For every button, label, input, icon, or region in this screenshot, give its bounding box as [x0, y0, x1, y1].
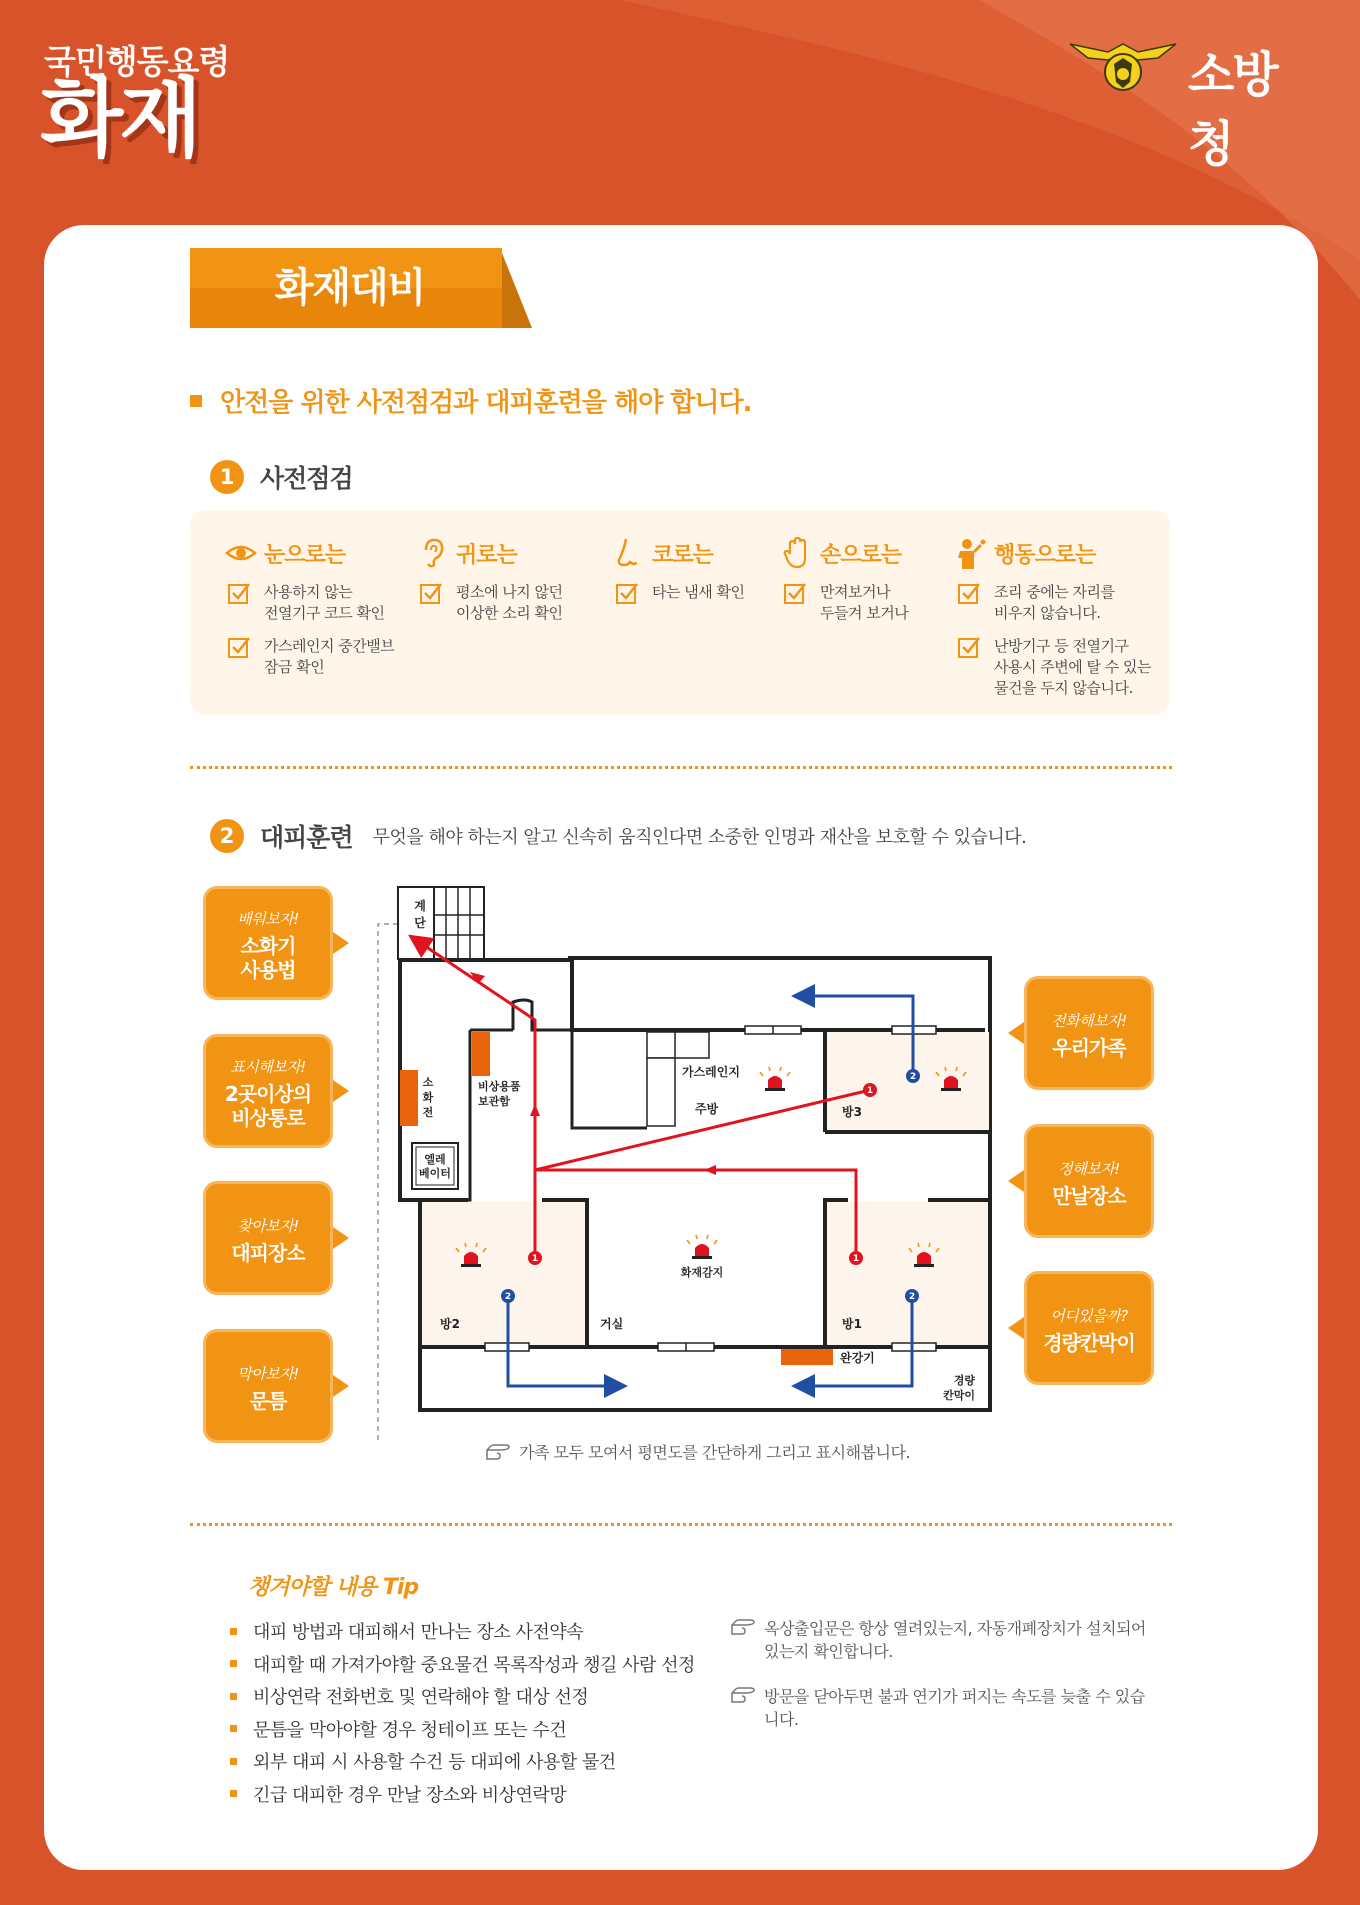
tip-pill-label: 우리가족 — [1052, 1036, 1126, 1060]
check-column-label: 손으로는 — [820, 542, 902, 568]
living-room-label: 거실 — [600, 1317, 624, 1331]
check-item-text: 만져보거나 두들겨 보거나 — [820, 583, 909, 622]
list-item — [230, 1745, 695, 1778]
check-item-text: 가스레인지 중간밸브 잠금 확인 — [264, 637, 395, 676]
agency-logo — [1068, 34, 1320, 172]
bullet-square — [190, 395, 202, 407]
tip-text: 외부 대피 시 사용할 수건 등 대피에 사용할 물건 — [253, 1752, 616, 1774]
headline-text: 안전을 위한 사전점검과 대피훈련을 해야 합니다. — [220, 388, 752, 418]
nose-icon — [612, 536, 646, 570]
marker-2: 2 — [909, 1072, 917, 1082]
check-item — [224, 582, 394, 624]
gas-stove-label: 가스레인지 — [682, 1065, 740, 1079]
tip-text: 비상연락 전화번호 및 연락해야 할 대상 선정 — [253, 1687, 589, 1709]
descender-label: 완강기 — [840, 1351, 875, 1365]
checkbox-icon — [228, 582, 250, 604]
agency-name: 소방청 — [1188, 47, 1277, 172]
step2-number: 2 — [210, 819, 244, 853]
precheck-panel — [190, 510, 1170, 715]
check-item-text: 평소에 나지 않던 이상한 소리 확인 — [456, 583, 563, 622]
tip-pill-door-gap — [203, 1329, 333, 1443]
hydrant-label: 소 화 전 — [422, 1076, 434, 1119]
floorplan-caption-text: 가족 모두 모여서 평면도를 간단하게 그리고 표시해봅니다. — [519, 1443, 911, 1462]
section-divider — [190, 766, 1172, 769]
tip-pill-action: 전화해보자! — [1051, 1012, 1127, 1030]
check-item-text: 타는 냄새 확인 — [652, 583, 745, 601]
pointing-hand-icon — [485, 1442, 511, 1462]
tip-notes — [730, 1617, 1150, 1753]
check-item-text: 조리 중에는 자리를 비우지 않습니다. — [994, 583, 1115, 622]
ear-icon — [416, 536, 450, 570]
page-title: 화재 — [40, 69, 199, 169]
marker-1: 1 — [531, 1254, 539, 1264]
emergency-kit-label: 비상용품 보관함 — [478, 1080, 521, 1108]
check-column-nose — [612, 536, 744, 604]
tip-pill-label: 만날장소 — [1052, 1184, 1126, 1208]
headline — [190, 382, 751, 419]
room2-label: 방2 — [440, 1317, 460, 1331]
check-item — [612, 582, 744, 604]
step1-title: 사전점검 — [260, 464, 353, 493]
pointing-hand-icon — [730, 1685, 756, 1705]
tip-pill-label: 소화기 사용법 — [240, 934, 296, 982]
room1-label: 방1 — [842, 1317, 862, 1331]
list-item — [230, 1713, 695, 1746]
marker-2: 2 — [504, 1292, 512, 1302]
check-column-label: 행동으로는 — [994, 542, 1096, 568]
check-item — [780, 582, 908, 624]
check-item-text: 난방기구 등 전열기구 사용시 주변에 탈 수 있는 물건을 두지 않습니다. — [994, 637, 1151, 697]
marker-2: 2 — [908, 1292, 916, 1302]
tip-text: 대피할 때 가져가야할 중요물건 목록작성과 챙길 사람 선정 — [253, 1654, 695, 1676]
note-item — [730, 1685, 1150, 1731]
check-column-hands — [780, 536, 908, 624]
partition-label: 경량 칸막이 — [943, 1374, 975, 1402]
tip-pill-meeting-place — [1024, 1124, 1154, 1238]
emblem-icon — [1068, 34, 1178, 96]
tip-pill-partition — [1024, 1271, 1154, 1385]
tip-pill-label: 대피장소 — [231, 1241, 305, 1265]
note-text: 옥상출입문은 항상 열려있는지, 자동개폐장치가 설치되어 있는지 확인합니다. — [764, 1619, 1146, 1661]
check-column-label: 눈으로는 — [264, 542, 346, 568]
list-item — [230, 1778, 695, 1811]
check-item — [954, 582, 1151, 624]
check-column-ears — [416, 536, 562, 624]
evacuation-floorplan — [360, 880, 1020, 1440]
hand-icon — [780, 536, 814, 570]
tip-pill-action: 어디있을까? — [1050, 1307, 1128, 1325]
marker-1: 1 — [866, 1086, 874, 1096]
check-column-eyes — [224, 536, 394, 678]
check-item — [416, 582, 562, 624]
check-column-label: 코로는 — [652, 542, 713, 568]
tip-text: 긴급 대피한 경우 만날 장소와 비상연락망 — [253, 1784, 567, 1806]
eye-icon — [224, 536, 258, 570]
elevator-label: 엘레 베이터 — [419, 1153, 451, 1180]
tip-pill-shelter — [203, 1181, 333, 1295]
person-icon — [954, 536, 988, 570]
tip-pill-action: 찾아보자! — [237, 1217, 299, 1235]
tip-pill-extinguisher — [203, 886, 333, 1000]
list-item — [230, 1648, 695, 1681]
section-divider — [190, 1523, 1172, 1526]
check-column-actions — [954, 536, 1151, 699]
check-column-label: 귀로는 — [456, 542, 517, 568]
step2-title: 대피훈련 — [260, 823, 353, 852]
kitchen-label: 주방 — [695, 1102, 719, 1116]
step1-heading — [210, 459, 353, 495]
tip-list — [230, 1615, 695, 1810]
checkbox-icon — [784, 582, 806, 604]
fire-alarm-icon — [760, 1067, 790, 1091]
pointing-hand-icon — [730, 1617, 756, 1637]
banner-label: 화재대비 — [274, 265, 426, 311]
floorplan-caption — [485, 1440, 910, 1463]
checkbox-icon — [420, 582, 442, 604]
note-text: 방문을 닫아두면 불과 연기가 퍼지는 속도를 늦출 수 있습니다. — [764, 1687, 1145, 1729]
tip-pill-label: 경량칸막이 — [1043, 1331, 1135, 1355]
list-item — [230, 1680, 695, 1713]
tip-section-title: 챙겨야할 내용 Tip — [248, 1575, 419, 1600]
tip-pill-action: 막아보자! — [237, 1365, 299, 1383]
room3-label: 방3 — [842, 1105, 862, 1119]
tip-text: 대피 방법과 대피해서 만나는 장소 사전약속 — [253, 1622, 584, 1644]
tip-pill-exits — [203, 1034, 333, 1148]
check-item — [224, 636, 394, 678]
note-item — [730, 1617, 1150, 1663]
tip-pill-label: 문틈 — [249, 1389, 287, 1413]
stairs-label: 계 단 — [414, 899, 426, 930]
marker-1: 1 — [852, 1254, 860, 1264]
checkbox-icon — [958, 636, 980, 658]
step2-heading — [210, 818, 1026, 854]
tip-pill-family — [1024, 976, 1154, 1090]
checkbox-icon — [958, 582, 980, 604]
section-banner — [190, 248, 532, 330]
tip-pill-action: 표시해보자! — [230, 1058, 306, 1076]
check-item-text: 사용하지 않는 전열기구 코드 확인 — [264, 583, 385, 622]
checkbox-icon — [616, 582, 638, 604]
tip-pill-action: 정해보자! — [1058, 1160, 1120, 1178]
check-item — [954, 636, 1151, 699]
list-item — [230, 1615, 695, 1648]
fire-alarm-icon — [687, 1235, 717, 1259]
tip-pill-label: 2곳이상의 비상통로 — [224, 1082, 312, 1130]
tip-text: 문틈을 막아야할 경우 청테이프 또는 수건 — [253, 1719, 567, 1741]
tip-pill-action: 배워보자! — [237, 910, 299, 928]
step1-number: 1 — [210, 460, 244, 494]
checkbox-icon — [228, 636, 250, 658]
fire-detector-label: 화재감지 — [680, 1266, 724, 1279]
header-subtitle: 국민행동요령 — [44, 42, 230, 81]
step2-description: 무엇을 해야 하는지 알고 신속히 움직인다면 소중한 인명과 재산을 보호할 수 있습니다. — [372, 827, 1027, 848]
